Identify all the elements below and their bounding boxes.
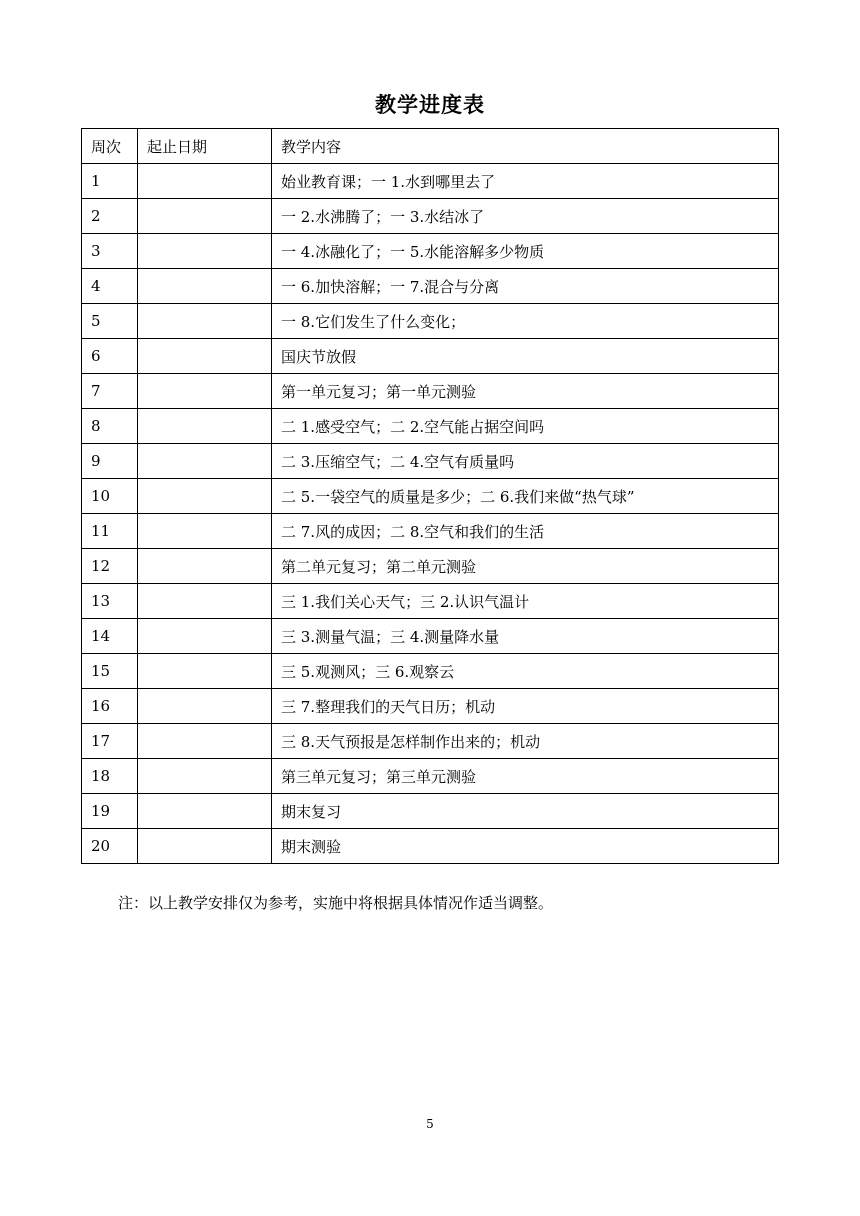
cell-dates: [138, 724, 272, 759]
cell-content: 三 7.整理我们的天气日历；机动: [272, 689, 779, 724]
cell-dates: [138, 759, 272, 794]
cell-content: 三 1.我们关心天气；三 2.认识气温计: [272, 584, 779, 619]
cell-content: 一 4.冰融化了；一 5.水能溶解多少物质: [272, 234, 779, 269]
cell-dates: [138, 304, 272, 339]
cell-week: 20: [82, 829, 138, 864]
cell-dates: [138, 549, 272, 584]
table-row: [82, 444, 779, 479]
cell-dates: [138, 409, 272, 444]
cell-dates: [138, 514, 272, 549]
table-row: [82, 269, 779, 304]
cell-content: 一 6.加快溶解；一 7.混合与分离: [272, 269, 779, 304]
table-row: [82, 724, 779, 759]
cell-week: 9: [82, 444, 138, 479]
cell-dates: [138, 269, 272, 304]
cell-week: 6: [82, 339, 138, 374]
cell-content: 三 3.测量气温；三 4.测量降水量: [272, 619, 779, 654]
table-row: [82, 794, 779, 829]
cell-dates: [138, 479, 272, 514]
cell-content: 期末复习: [272, 794, 779, 829]
table-row: [82, 829, 779, 864]
cell-content: 国庆节放假: [272, 339, 779, 374]
cell-dates: [138, 199, 272, 234]
cell-dates: [138, 619, 272, 654]
cell-dates: [138, 584, 272, 619]
table-row: [82, 164, 779, 199]
page-number: 5: [426, 1117, 434, 1131]
table-row: [82, 479, 779, 514]
cell-week: 2: [82, 199, 138, 234]
cell-week: 7: [82, 374, 138, 409]
table-row: [82, 199, 779, 234]
cell-content: 三 5.观测风；三 6.观察云: [272, 654, 779, 689]
cell-dates: [138, 374, 272, 409]
cell-week: 12: [82, 549, 138, 584]
table-row: [82, 304, 779, 339]
cell-week: 18: [82, 759, 138, 794]
cell-content: 二 5.一袋空气的质量是多少；二 6.我们来做“热气球”: [272, 479, 779, 514]
cell-week: 16: [82, 689, 138, 724]
cell-dates: [138, 164, 272, 199]
table-row: [82, 654, 779, 689]
cell-week: 15: [82, 654, 138, 689]
cell-dates: [138, 794, 272, 829]
footnote: 注：以上教学安排仅为参考，实施中将根据具体情况作适当调整。: [118, 894, 554, 912]
table-body: [82, 164, 779, 864]
cell-week: 4: [82, 269, 138, 304]
cell-content: 一 2.水沸腾了；一 3.水结冰了: [272, 199, 779, 234]
header-week: 周次: [82, 129, 138, 164]
table-row: [82, 374, 779, 409]
schedule-table: [81, 128, 779, 864]
page-title: 教学进度表: [375, 93, 485, 117]
cell-dates: [138, 444, 272, 479]
cell-week: 17: [82, 724, 138, 759]
cell-content: 第一单元复习；第一单元测验: [272, 374, 779, 409]
cell-content: 二 3.压缩空气；二 4.空气有质量吗: [272, 444, 779, 479]
table-row: [82, 759, 779, 794]
cell-dates: [138, 339, 272, 374]
cell-week: 1: [82, 164, 138, 199]
header-dates: 起止日期: [138, 129, 272, 164]
cell-content: 一 8.它们发生了什么变化；: [272, 304, 779, 339]
table-row: [82, 339, 779, 374]
cell-week: 14: [82, 619, 138, 654]
cell-dates: [138, 689, 272, 724]
table-row: [82, 689, 779, 724]
cell-week: 19: [82, 794, 138, 829]
table-row: [82, 619, 779, 654]
cell-week: 3: [82, 234, 138, 269]
cell-week: 13: [82, 584, 138, 619]
header-content: 教学内容: [272, 129, 779, 164]
cell-content: 第三单元复习；第三单元测验: [272, 759, 779, 794]
cell-week: 11: [82, 514, 138, 549]
cell-dates: [138, 654, 272, 689]
table-row: [82, 584, 779, 619]
table-row: [82, 514, 779, 549]
cell-week: 10: [82, 479, 138, 514]
table-header-row: [82, 129, 779, 164]
cell-dates: [138, 829, 272, 864]
table-row: [82, 234, 779, 269]
cell-content: 二 1.感受空气；二 2.空气能占据空间吗: [272, 409, 779, 444]
cell-week: 8: [82, 409, 138, 444]
cell-content: 二 7.风的成因；二 8.空气和我们的生活: [272, 514, 779, 549]
table-row: [82, 549, 779, 584]
cell-week: 5: [82, 304, 138, 339]
cell-content: 三 8.天气预报是怎样制作出来的；机动: [272, 724, 779, 759]
cell-content: 期末测验: [272, 829, 779, 864]
table-row: [82, 409, 779, 444]
cell-dates: [138, 234, 272, 269]
cell-content: 第二单元复习；第二单元测验: [272, 549, 779, 584]
cell-content: 始业教育课；一 1.水到哪里去了: [272, 164, 779, 199]
